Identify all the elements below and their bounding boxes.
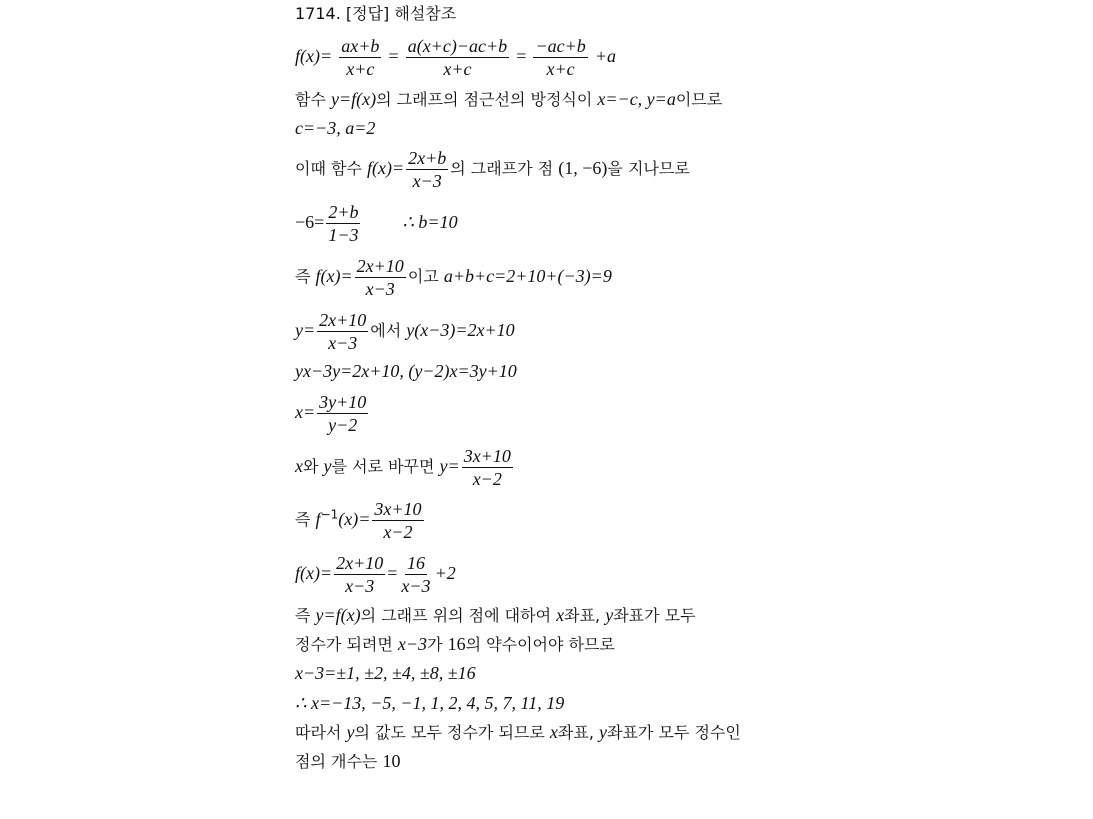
fraction: $\frac{3x+10}{x-2}$ (463, 446, 511, 489)
line-15 (295, 663, 476, 684)
math: +a (594, 46, 616, 66)
equals-sign: = (387, 563, 398, 583)
line-3 (295, 118, 375, 139)
text: 좌표가 모두 정수인 (607, 723, 741, 742)
line-6 (295, 256, 612, 299)
math: x (295, 456, 303, 476)
line-8 (295, 361, 517, 382)
fraction: $\frac{2x+10}{x-3}$ (356, 256, 404, 299)
math: y(x−3)=2x+10 (406, 320, 515, 340)
text: 이때 함수 (295, 159, 367, 178)
line-1 (295, 36, 616, 79)
text: 정수가 되려면 (295, 635, 398, 654)
superscript: −1 (320, 507, 339, 522)
math: f(x)= (295, 563, 333, 583)
text: 가 (427, 635, 448, 654)
text: 을 지나므로 (607, 159, 690, 178)
math: y= (439, 456, 460, 476)
math: ∴ b=10 (402, 212, 458, 232)
text: 의 값도 모두 정수가 되므로 (354, 723, 550, 742)
fraction: $\frac{2+b}{1-3}$ (328, 202, 359, 245)
math: f (315, 509, 321, 529)
math: x= (295, 402, 316, 422)
text: 점의 개수는 (295, 752, 383, 771)
text: 와 (303, 457, 324, 476)
line-9 (295, 392, 370, 435)
line-17 (295, 722, 741, 743)
fraction: $\frac{2x+10}{x-3}$ (336, 553, 384, 596)
text: 에서 (370, 321, 407, 340)
math: y (599, 722, 608, 742)
line-10 (295, 446, 515, 489)
text: 좌표, (557, 723, 600, 742)
math: y=f(x) (331, 89, 377, 109)
math: +2 (434, 563, 456, 583)
line-4 (295, 148, 690, 191)
text: 즉 (295, 510, 316, 529)
line-13 (295, 605, 696, 626)
text: 즉 (295, 606, 316, 625)
text: 좌표가 모두 (613, 606, 696, 625)
math: f(x)= (315, 266, 353, 286)
math: (x)= (338, 509, 371, 529)
math: f(x)= (295, 46, 333, 66)
math: y (323, 456, 332, 476)
math: y= (295, 320, 316, 340)
text: 의 그래프의 점근선의 방정식이 (376, 90, 598, 109)
fraction: $\frac{2x+10}{x-3}$ (319, 310, 367, 353)
fraction: $\frac{16}{x-3}$ (401, 553, 431, 596)
line-7 (295, 310, 515, 353)
answer-label: [정답] 해설참조 (345, 4, 457, 23)
text: 즉 (295, 267, 316, 286)
math: x (556, 605, 565, 625)
fraction: $\frac{3x+10}{x-2}$ (374, 499, 422, 542)
math: yx−3y=2x+10, (y−2)x=3y+10 (295, 361, 517, 381)
math: (1, −6) (558, 158, 608, 178)
fraction: $\frac{2x+b}{x-3}$ (408, 148, 447, 191)
line-16 (295, 693, 564, 714)
math: x (549, 722, 558, 742)
math: c=−3, a=2 (295, 118, 376, 138)
math: y (605, 605, 614, 625)
line-5 (295, 202, 458, 245)
equals-sign: = (388, 46, 399, 66)
math: −6= (295, 212, 325, 232)
math: 10 (382, 751, 401, 771)
line-12 (295, 553, 456, 596)
math: x=−c, y=a (597, 89, 676, 109)
math: x−3=±1, ±2, ±4, ±8, ±16 (295, 663, 476, 683)
math: a+b+c=2+10+(−3)=9 (443, 266, 612, 286)
math: x−3 (397, 634, 428, 654)
text: 좌표, (564, 606, 606, 625)
fraction: $\frac{ax+b}{x+c}$ (341, 36, 380, 79)
fraction: $\frac{3y+10}{y-2}$ (319, 392, 367, 435)
text: 이므로 (675, 90, 723, 109)
problem-header (295, 4, 456, 24)
math: f(x)= (367, 158, 405, 178)
line-14 (295, 634, 615, 655)
fraction: $\frac{-ac+b}{x+c}$ (535, 36, 586, 79)
text: 이고 (407, 267, 444, 286)
math: 16 (447, 634, 466, 654)
text: 의 그래프 위의 점에 대하여 (360, 606, 557, 625)
text: 를 서로 바꾸면 (331, 457, 440, 476)
math: y=f(x) (315, 605, 361, 625)
text: 의 그래프가 점 (450, 159, 559, 178)
math: ∴ x=−13, −5, −1, 1, 2, 4, 5, 7, 11, 19 (295, 693, 565, 713)
line-11 (295, 499, 426, 542)
text: 의 약수이어야 하므로 (465, 635, 615, 654)
line-18 (295, 751, 400, 772)
problem-number: 1714. (295, 4, 341, 23)
text: 함수 (295, 90, 331, 109)
math: y (346, 722, 355, 742)
line-2 (295, 89, 722, 110)
text: 따라서 (295, 723, 347, 742)
fraction: $\frac{a(x+c)-ac+b}{x+c}$ (407, 36, 508, 79)
equals-sign: = (516, 46, 527, 66)
